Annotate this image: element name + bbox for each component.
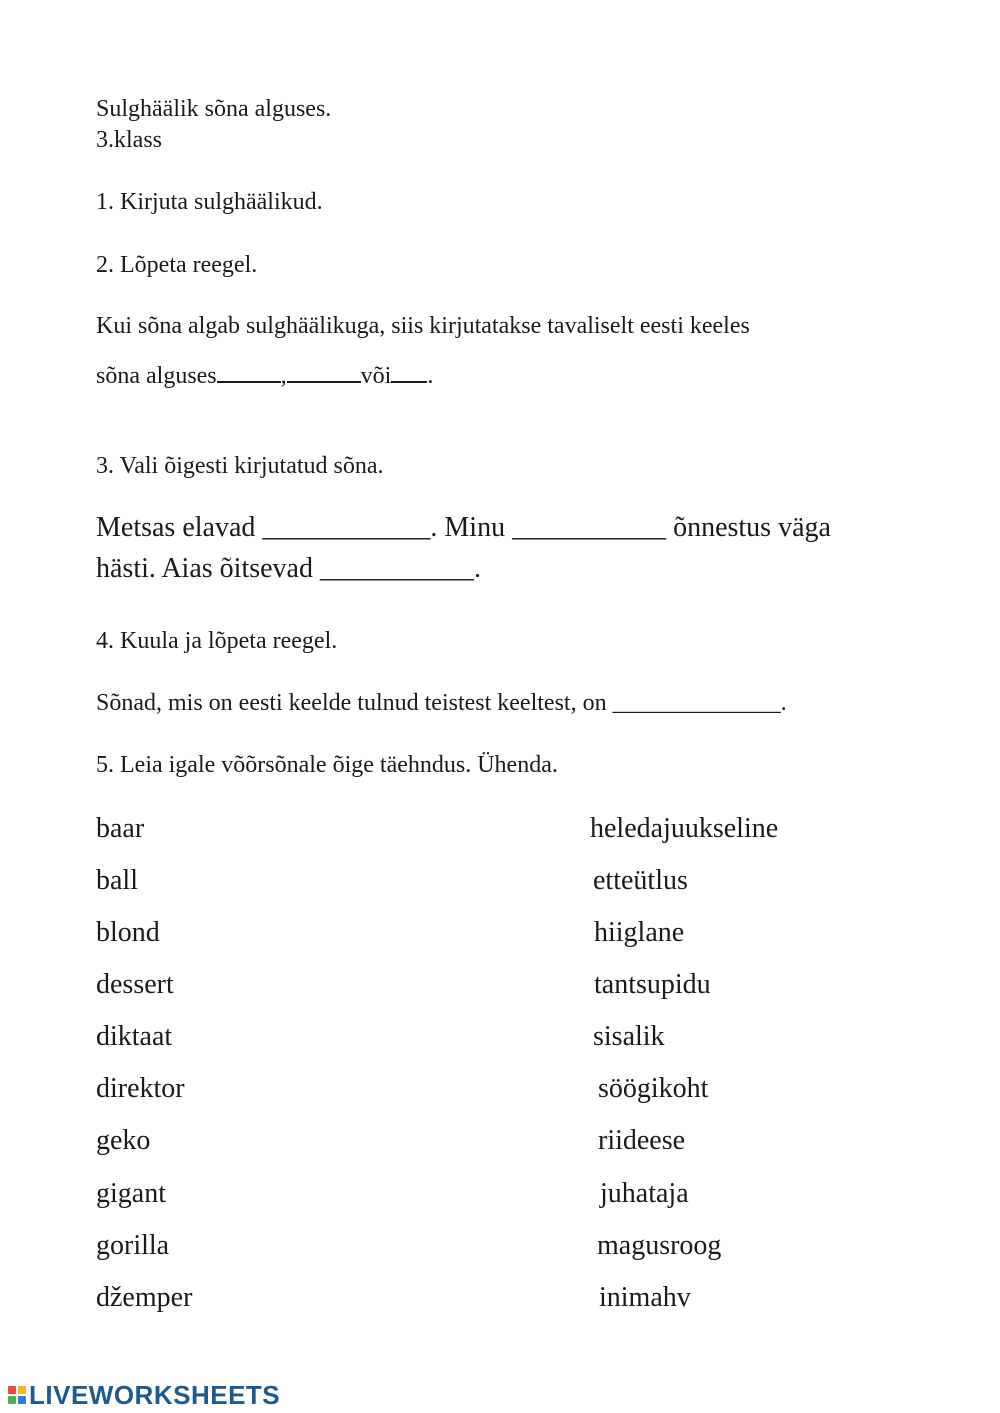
right-meaning[interactable]: tantsupidu	[594, 969, 711, 1000]
right-meaning[interactable]: sisalik	[593, 1021, 665, 1052]
right-meaning[interactable]: heledajuukseline	[590, 813, 779, 844]
worksheet-title: Sulghäälik sõna alguses.	[96, 96, 332, 122]
answer-blank-2[interactable]	[287, 361, 361, 383]
task-4-instruction: 4. Kuula ja lõpeta reegel.	[96, 628, 338, 654]
word-or: või	[360, 363, 392, 389]
right-meaning[interactable]: juhataja	[600, 1178, 689, 1209]
logo-block	[8, 1396, 16, 1404]
task-3-instruction: 3. Vali õigesti kirjutatud sõna.	[96, 453, 384, 479]
logo-block	[8, 1386, 16, 1394]
left-word[interactable]: geko	[96, 1125, 151, 1156]
right-meaning[interactable]: söögikoht	[598, 1073, 709, 1104]
left-word[interactable]: baar	[96, 813, 145, 844]
task-2-rule-line-2	[96, 361, 433, 390]
task-2-rule-line-1: Kui sõna algab sulghäälikuga, siis kirjutatakse tavaliselt eesti keeles	[96, 313, 750, 339]
left-word[interactable]: ball	[96, 865, 138, 896]
final-period: .	[427, 363, 434, 389]
right-meaning[interactable]: magusroog	[597, 1230, 722, 1261]
task-3-sentence-line-1: Metsas elavad ____________. Minu ___________ õnnestus väga	[96, 512, 831, 543]
left-word[interactable]: blond	[96, 917, 160, 948]
task-5-instruction: 5. Leia igale võõrsõnale õige täehndus. Ühenda.	[96, 752, 558, 778]
logo-text: LIVEWORKSHEETS	[29, 1379, 281, 1410]
logo-blocks-icon	[8, 1386, 26, 1404]
right-meaning[interactable]: hiiglane	[594, 917, 685, 948]
comma-separator: ,	[280, 363, 287, 389]
answer-blank-3[interactable]	[391, 361, 427, 383]
task-4-rule: Sõnad, mis on eesti keelde tulnud teistest keeltest, on ______________.	[96, 690, 787, 716]
logo-block	[18, 1386, 26, 1394]
right-meaning[interactable]: inimahv	[599, 1282, 691, 1313]
task-3-sentence-line-2: hästi. Aias õitsevad ___________.	[96, 553, 481, 584]
right-meaning[interactable]: etteütlus	[593, 865, 688, 896]
left-word[interactable]: direktor	[96, 1073, 185, 1104]
rule-line-2-start: sõna alguses	[96, 363, 217, 389]
task-2-instruction: 2. Lõpeta reegel.	[96, 252, 258, 278]
grade-label: 3.klass	[96, 127, 162, 153]
left-word[interactable]: dessert	[96, 969, 174, 1000]
liveworksheets-logo[interactable]	[8, 1380, 280, 1410]
left-word[interactable]: gorilla	[96, 1230, 170, 1261]
left-word[interactable]: džemper	[96, 1282, 193, 1313]
left-word[interactable]: gigant	[96, 1178, 166, 1209]
logo-block	[18, 1396, 26, 1404]
answer-blank-1[interactable]	[217, 361, 281, 383]
right-meaning[interactable]: riideese	[598, 1125, 686, 1156]
task-1-instruction: 1. Kirjuta sulghäälikud.	[96, 189, 323, 215]
left-word[interactable]: diktaat	[96, 1021, 173, 1052]
